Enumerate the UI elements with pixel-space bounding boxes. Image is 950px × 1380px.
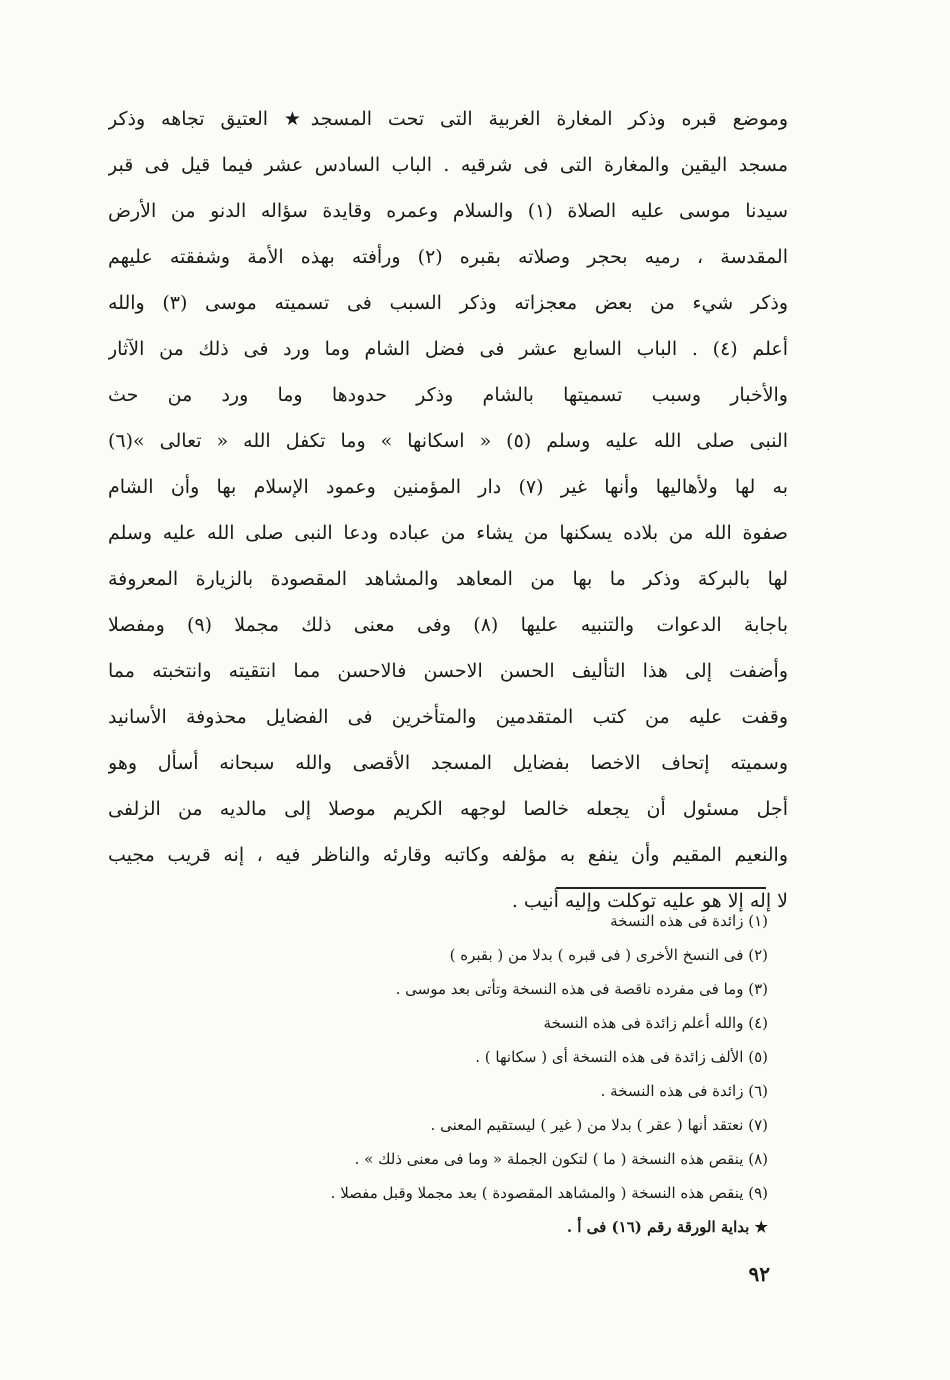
footnote: (٧) نعتقد أنها ( عقر ) بدلا من ( غير ) ليستقيم المعنى .	[430, 1116, 768, 1134]
star-footnote: ★ بداية الورقة رقم (١٦) فى أ .	[566, 1218, 768, 1236]
text-line: باجابة الدعوات والتنبيه عليها (٨) وفى معنى ذلك مجملا (٩) ومفصلا	[108, 614, 788, 636]
footnote: (١) زائدة فى هذه النسخة	[610, 912, 768, 930]
footnote-divider	[556, 887, 766, 889]
text-line: والنعيم المقيم وأن ينفع به مؤلفه وكاتبه وقارئه والناظر فيه ، إنه قريب مجيب	[108, 844, 788, 866]
footnote: (٦) زائدة فى هذه النسخة .	[600, 1082, 768, 1100]
footnote: (٣) وما فى مفرده ناقصة فى هذه النسخة وتأتى بعد موسى .	[395, 980, 768, 998]
text-line: المقدسة ، رميه بحجر وصلاته بقبره (٢) ورأفته بهذه الأمة وشفقته عليهم	[108, 246, 788, 268]
text-line: لها بالبركة وذكر ما بها من المعاهد والمشاهد المقصودة بالزيارة المعروفة	[108, 568, 788, 590]
footnote: (٥) الألف زائدة فى هذه النسخة أى ( سكانها ) .	[475, 1048, 768, 1066]
text-line: النبى صلى الله عليه وسلم (٥) « اسكانها » وما تكفل الله « تعالى »(٦)	[108, 430, 788, 452]
text-line: به لها ولأهاليها وأنها غير (٧) دار المؤمنين وعمود الإسلام بها وأن الشام	[108, 476, 788, 498]
text-line: وأضفت إلى هذا التأليف الحسن الاحسن فالاحسن مما انتقيته وانتخبته مما	[108, 660, 788, 682]
text-line: صفوة الله من بلاده يسكنها من يشاء من عباده ودعا النبى صلى الله عليه وسلم	[108, 522, 788, 544]
text-line: وموضع قبره وذكر المغارة الغربية التى تحت المسجد★ العتيق تجاهه وذكر	[108, 108, 788, 130]
text-line: أجل مسئول أن يجعله خالصا لوجهه الكريم موصلا إلى مالديه من الزلفى	[108, 798, 788, 820]
main-text	[108, 96, 788, 924]
text-line: لا إله إلا هو عليه توكلت وإليه أنيب .	[511, 890, 788, 912]
text-line: أعلم (٤) . الباب السابع عشر فى فضل الشام وما ورد فى ذلك من الآثار	[108, 338, 788, 360]
footnote: (٢) فى النسخ الأخرى ( فى قبره ) بدلا من ( بقبره )	[449, 946, 768, 964]
text-line: سيدنا موسى عليه الصلاة (١) والسلام وعمره وقايدة سؤاله الدنو من الأرض	[108, 200, 788, 222]
page-number: ٩٢	[748, 1262, 770, 1286]
footnotes	[108, 904, 768, 1244]
text-line: وذكر شيء من بعض معجزاته وذكر السبب فى تسميته موسى (٣) والله	[108, 292, 788, 314]
footnote: (٩) ينقص هذه النسخة ( والمشاهد المقصودة ) بعد مجملا وقبل مفصلا .	[330, 1184, 768, 1202]
text-line: والأخبار وسبب تسميتها بالشام وذكر حدودها وما ورد من حث	[108, 384, 788, 406]
text-line: مسجد اليقين والمغارة التى فى شرقيه . الباب السادس عشر فيما قيل فى قبر	[108, 154, 788, 176]
footnote: (٨) ينقص هذه النسخة ( ما ) لتكون الجملة « وما فى معنى ذلك » .	[354, 1150, 768, 1168]
text-line: وسميته إتحاف الاخصا بفضايل المسجد الأقصى والله سبحانه أسأل وهو	[108, 752, 788, 774]
footnote: (٤) والله أعلم زائدة فى هذه النسخة	[543, 1014, 768, 1032]
text-line: وقفت عليه من كتب المتقدمين والمتأخرين فى الفضايل محذوفة الأسانيد	[108, 706, 788, 728]
